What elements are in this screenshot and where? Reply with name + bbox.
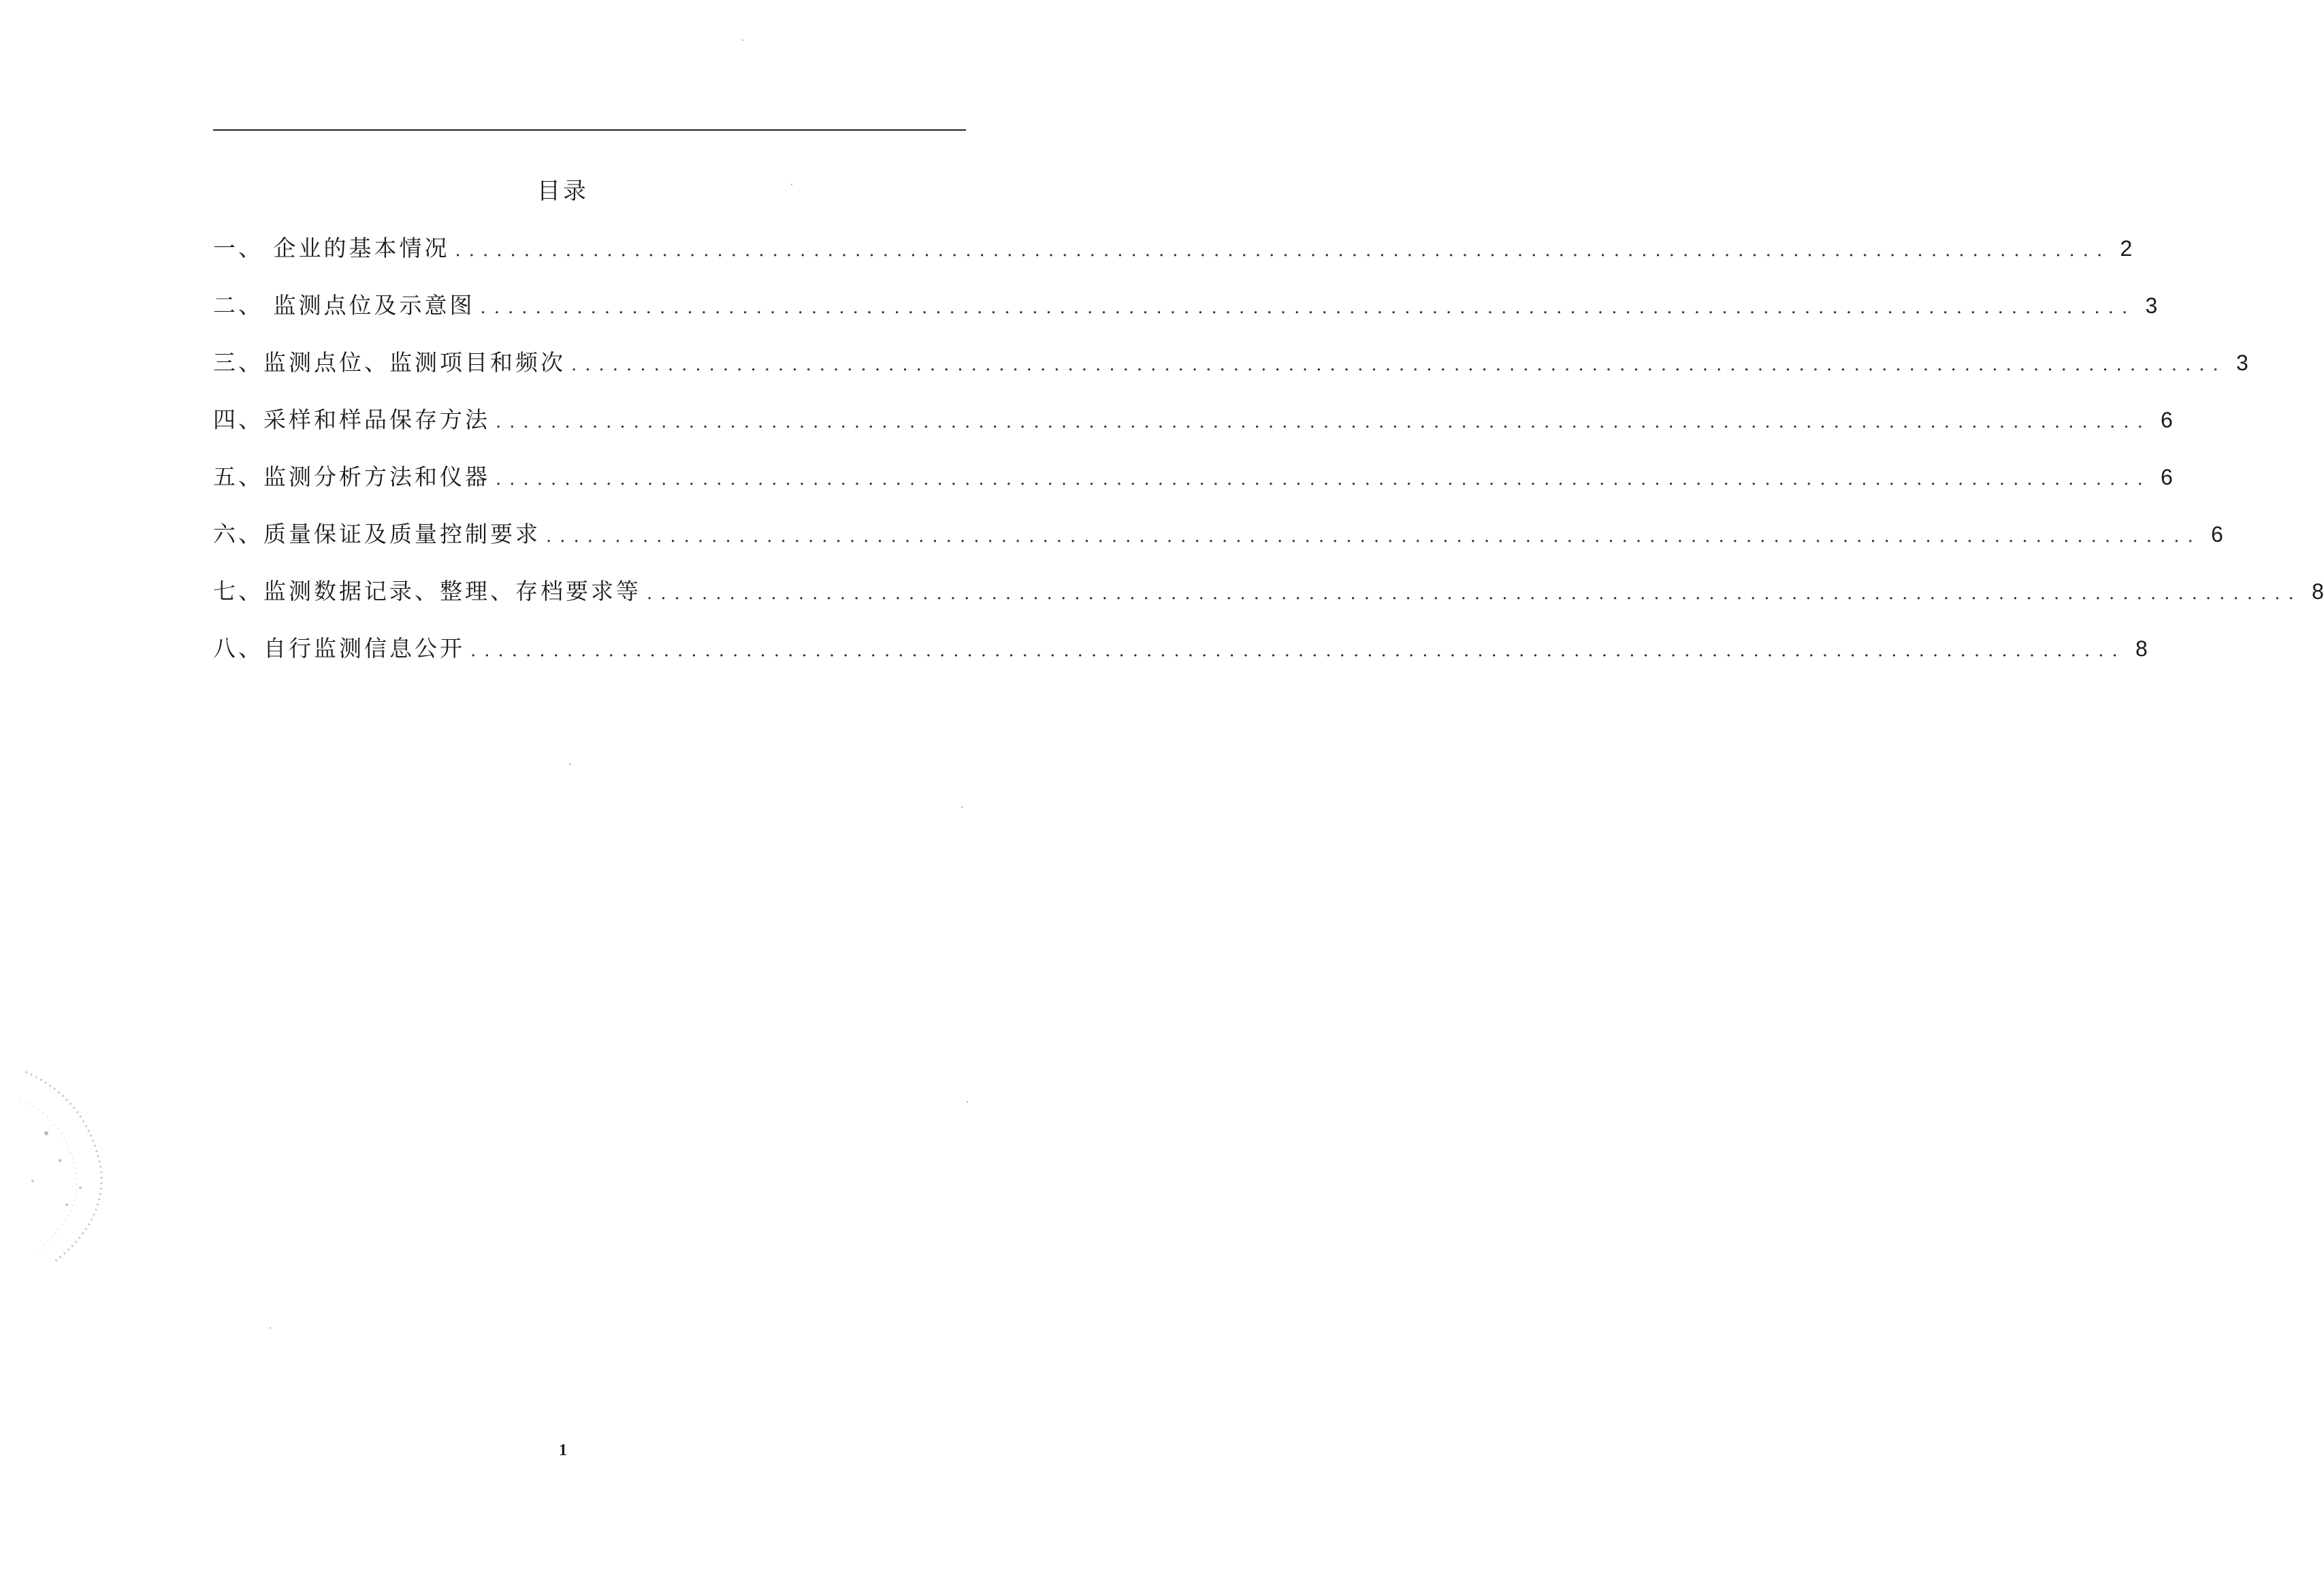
page-number: 1 — [559, 1442, 567, 1459]
toc-entry-label: 五、监测分析方法和仪器 — [213, 464, 490, 490]
toc-list — [213, 231, 2324, 689]
scan-speck — [961, 807, 963, 808]
toc-entry-label: 三、监测点位、监测项目和频次 — [213, 349, 566, 376]
toc-entry-label: 八、自行监测信息公开 — [213, 635, 465, 662]
toc-entry[interactable] — [213, 231, 2133, 289]
scan-speck — [569, 764, 570, 765]
toc-entry[interactable] — [213, 517, 2223, 574]
scan-speck — [742, 39, 743, 41]
seal-stamp-fragment — [12, 1058, 114, 1283]
toc-title: 目录 — [537, 178, 589, 205]
toc-entry-label: 一、 企业的基本情况 — [213, 235, 450, 261]
toc-leader-dots: ........................................................................................................................ — [480, 297, 2136, 318]
toc-leader-dots: ........................................................................................................................ — [496, 412, 2151, 432]
toc-leader-dots: ........................................................................................................................ — [571, 355, 2227, 375]
toc-entry-page: 6 — [2160, 408, 2173, 432]
toc-leader-dots: ........................................................................................................................ — [546, 526, 2201, 547]
scan-speck — [791, 184, 792, 185]
toc-entry-page: 8 — [2135, 636, 2148, 661]
toc-entry[interactable] — [213, 460, 2173, 517]
toc-leader-dots: ........................................................................................................................ — [647, 583, 2302, 604]
toc-entry-label: 二、 监测点位及示意图 — [213, 292, 475, 319]
header-rule — [213, 129, 966, 131]
toc-leader-dots: ........................................................................................................................ — [496, 469, 2151, 489]
toc-entry-page: 8 — [2311, 579, 2324, 604]
toc-entry-page: 3 — [2145, 293, 2158, 318]
scan-speck — [270, 1327, 271, 1329]
toc-entry-page: 6 — [2160, 465, 2173, 489]
toc-entry-label: 七、监测数据记录、整理、存档要求等 — [213, 578, 641, 604]
toc-entry[interactable] — [213, 632, 2148, 689]
toc-entry-label: 四、采样和样品保存方法 — [213, 406, 490, 433]
toc-leader-dots: ........................................................................................................................ — [455, 240, 2111, 261]
toc-entry[interactable] — [213, 574, 2324, 632]
toc-entry[interactable] — [213, 346, 2248, 403]
toc-entry-label: 六、质量保证及质量控制要求 — [213, 521, 540, 547]
scan-speck — [967, 1101, 968, 1103]
toc-entry-page: 2 — [2120, 236, 2133, 261]
toc-leader-dots: ........................................................................................................................ — [470, 640, 2126, 661]
toc-entry[interactable] — [213, 403, 2173, 460]
toc-entry[interactable] — [213, 289, 2158, 346]
toc-entry-page: 3 — [2236, 351, 2248, 375]
toc-entry-page: 6 — [2210, 522, 2223, 547]
